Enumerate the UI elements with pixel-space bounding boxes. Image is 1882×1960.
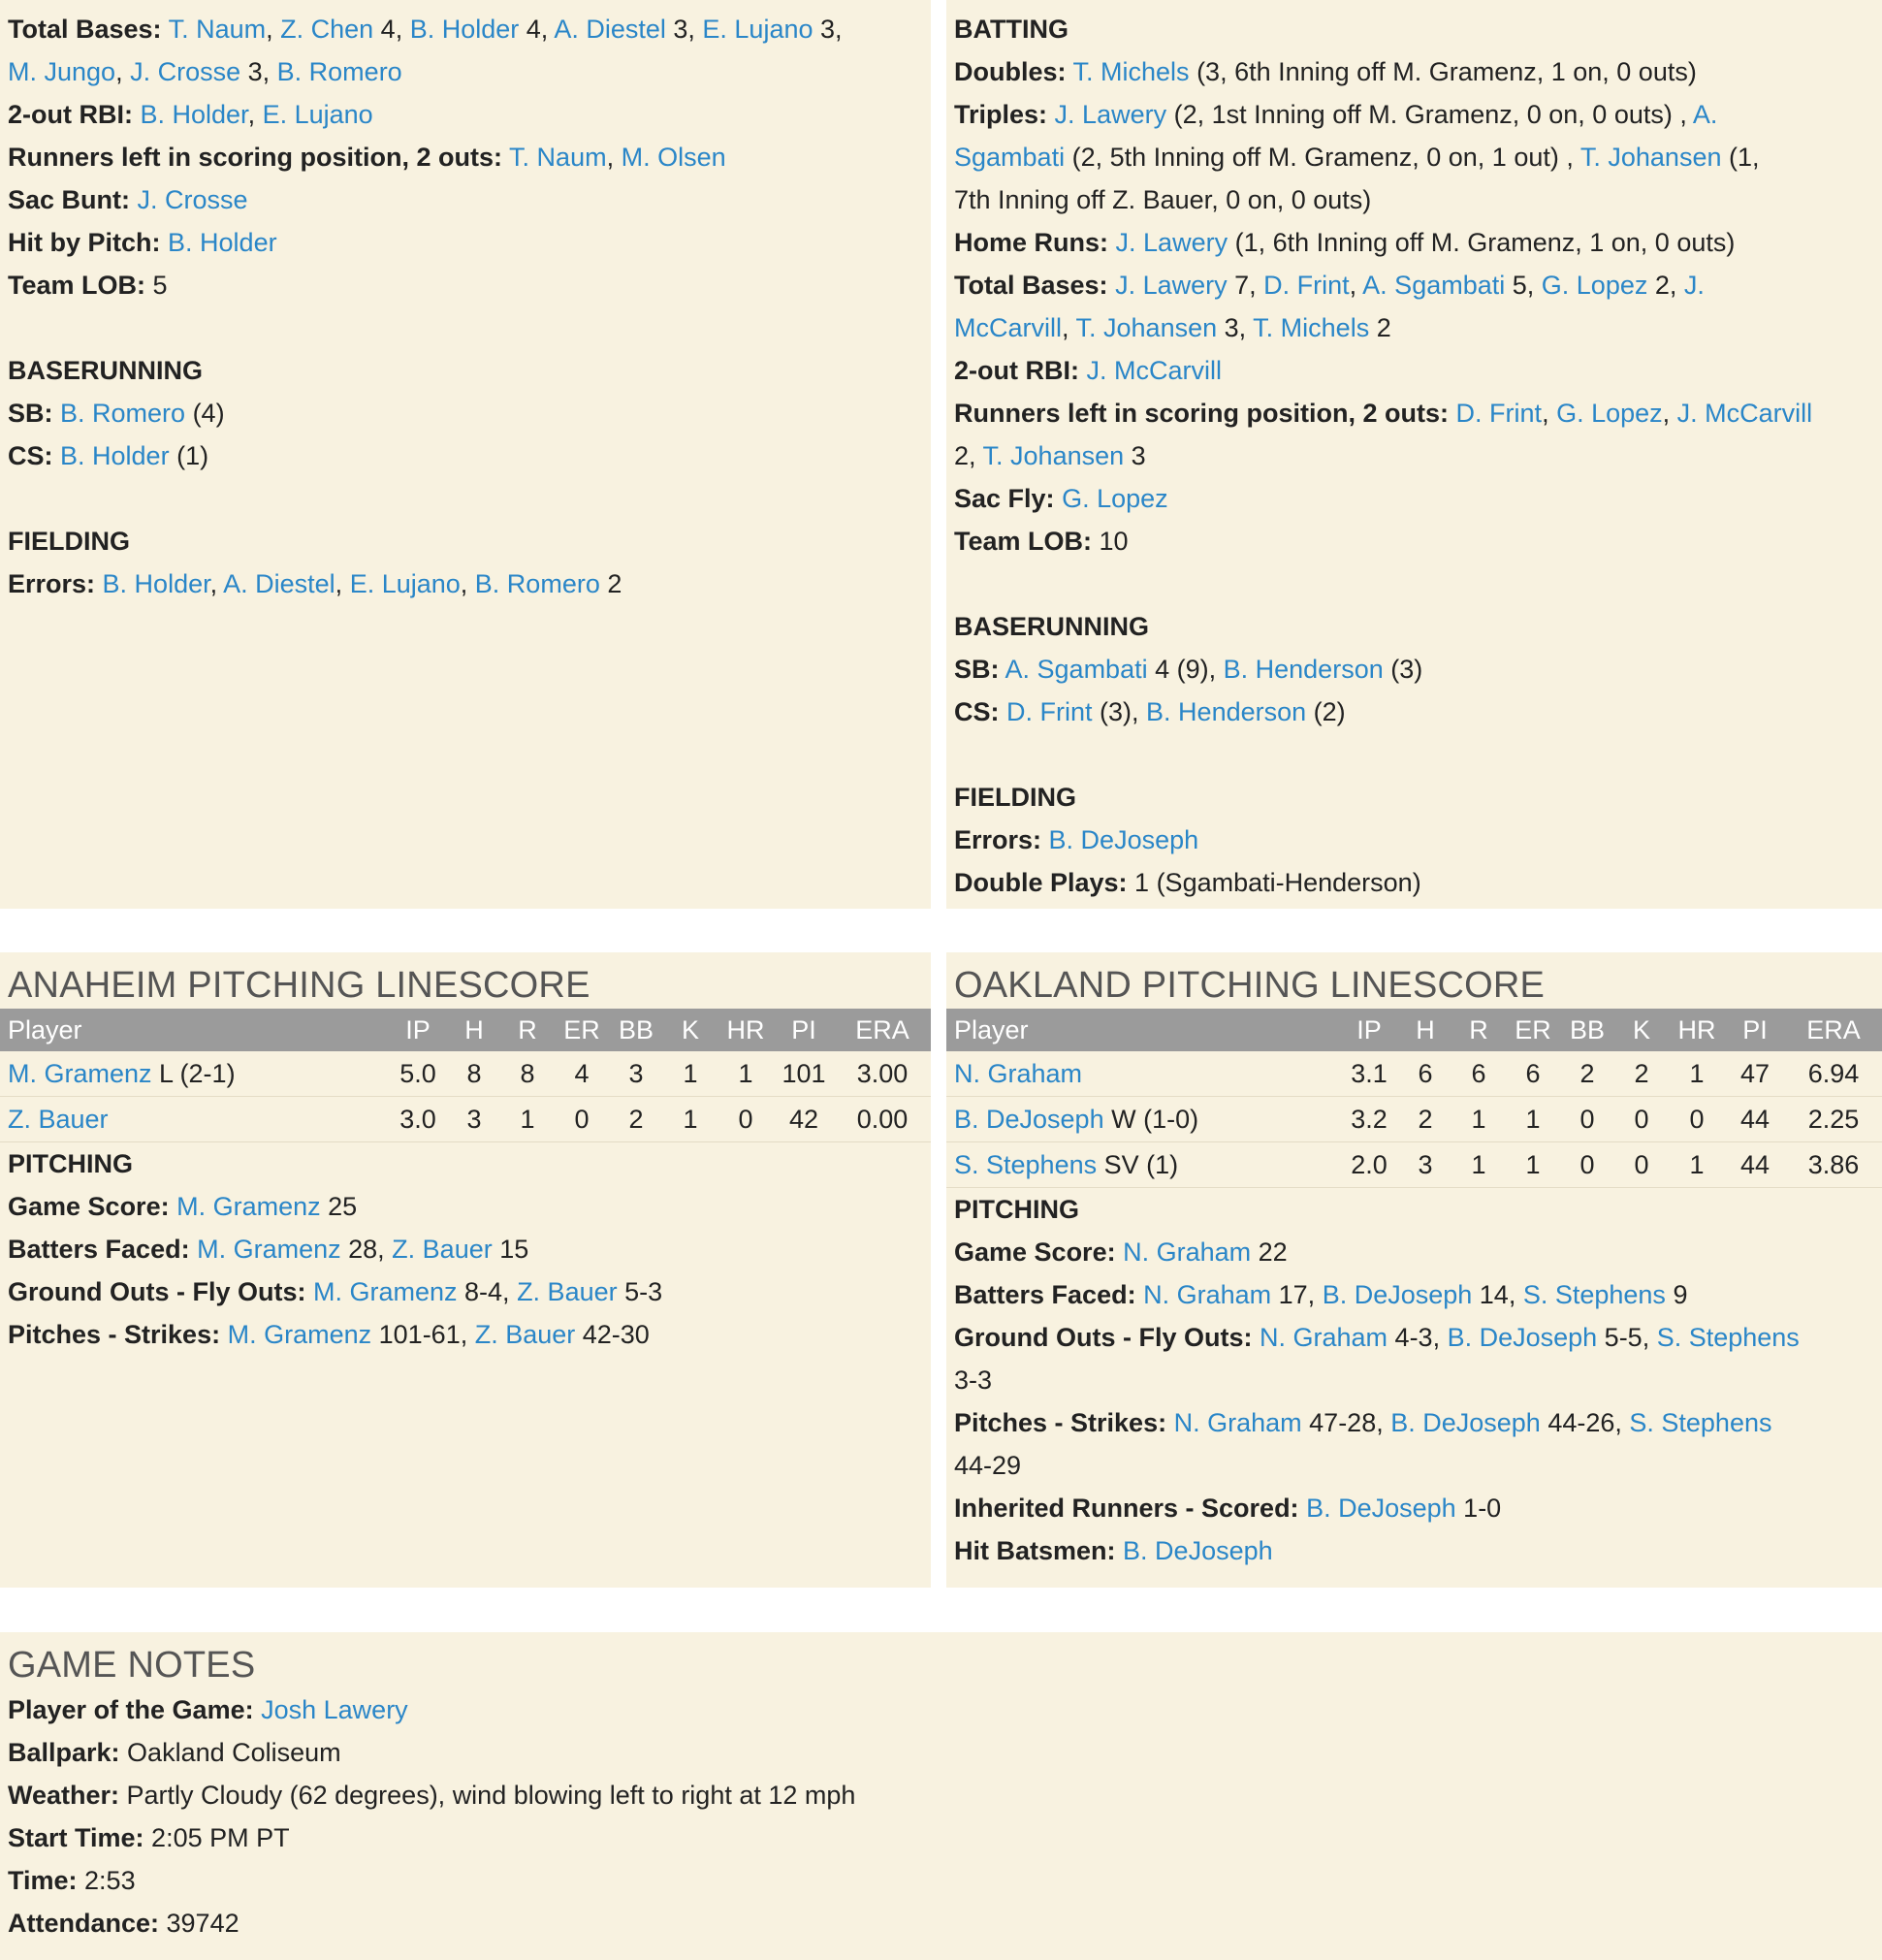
player-link[interactable]: S. Stephens [954,1149,1098,1179]
column-header: BB [1560,1009,1614,1051]
column-header: R [1451,1009,1506,1051]
column-header: H [1399,1009,1451,1051]
stat-cell: 2 [609,1097,663,1142]
stat-cell: 8 [500,1051,555,1097]
player-link[interactable]: J. Crosse [137,185,248,214]
table-row [0,1097,931,1142]
batters-faced-line: Batters Faced: N. Graham 17, B. DeJoseph 14, S. Stephens 9 [954,1280,1688,1309]
player-link[interactable]: B. DeJoseph [1123,1536,1273,1565]
stat-cell: 0 [1614,1097,1669,1142]
player-link[interactable]: A. Sgambati [1362,271,1506,300]
stat-cell: 0 [555,1097,609,1142]
player-link[interactable]: B. Holder [102,569,210,598]
player-link[interactable]: J. Crosse [130,57,241,86]
oakland-batting-panel [946,0,1882,909]
player-link[interactable]: E. Lujano [702,15,813,44]
column-header: HR [718,1009,774,1051]
attendance-line: Attendance: 39742 [8,1909,239,1938]
player-link[interactable]: M. Gramenz [227,1320,372,1349]
stat-cell: 0 [718,1097,774,1142]
risp-line-cont: 2, T. Johansen 3 [954,441,1146,470]
pitching-linescore-table [0,1009,931,1142]
player-link[interactable]: D. Frint [1455,399,1543,428]
risp-line: Runners left in scoring position, 2 outs: D. Frint, G. Lopez, J. McCarvill [954,399,1813,428]
table-header [0,1009,931,1051]
player-link[interactable]: Z. Chen [280,15,374,44]
stat-cell: 2 [1399,1097,1451,1142]
hit-batsmen-line: Hit Batsmen: B. DeJoseph [954,1536,1273,1565]
player-link[interactable]: B. Holder [60,441,170,470]
player-link[interactable]: M. Gramenz [176,1192,321,1221]
stat-cell: 6 [1399,1051,1451,1097]
game-score-line: Game Score: N. Graham 22 [954,1237,1288,1267]
stat-cell: 6 [1506,1051,1560,1097]
risp-line: Runners left in scoring position, 2 outs: T. Naum, M. Olsen [8,143,726,172]
column-header: IP [388,1009,448,1051]
anaheim-pitching-panel [0,952,931,1588]
game-notes-panel [0,1632,1882,1960]
stat-cell: 3.0 [388,1097,448,1142]
pitching-linescore-table [946,1009,1882,1188]
batting-heading: BATTING [954,15,1069,44]
player-link[interactable]: N. Graham [1123,1237,1252,1267]
fielding-heading: FIELDING [954,783,1076,812]
column-header: HR [1669,1009,1725,1051]
player-link[interactable]: N. Graham [1173,1408,1302,1437]
player-link[interactable]: B. DeJoseph [1390,1408,1541,1437]
go-fo-line-cont: 3-3 [954,1366,993,1395]
stat-cell: 1 [718,1051,774,1097]
player-link[interactable]: M. Gramenz [197,1235,341,1264]
player-link[interactable]: M. Jungo [8,57,116,86]
total-bases-line: Total Bases: J. Lawery 7, D. Frint, A. Sgambati 5, G. Lopez 2, J. [954,271,1705,300]
stat-cell: 1 [1506,1097,1560,1142]
player-link[interactable]: N. Graham [1143,1280,1272,1309]
pitches-strikes-line: Pitches - Strikes: N. Graham 47-28, B. DeJoseph 44-26, S. Stephens [954,1408,1772,1437]
sb-line: SB: A. Sgambati 4 (9), B. Henderson (3) [954,655,1423,684]
stat-cell: 1 [663,1051,718,1097]
player-link[interactable]: B. Holder [168,228,277,257]
stat-cell: 3.86 [1785,1142,1882,1188]
total-bases-line-cont: McCarvill, T. Johansen 3, T. Michels 2 [954,313,1391,342]
player-link[interactable]: T. Naum [168,15,267,44]
player-link[interactable]: Z. Bauer [517,1277,618,1306]
stat-cell: 3 [1399,1142,1451,1188]
player-link[interactable]: M. Olsen [621,143,726,172]
stat-cell: 3 [448,1097,500,1142]
stat-cell: 0 [1560,1142,1614,1188]
player-link[interactable]: A. Sgambati [1005,655,1148,684]
stat-cell: 1 [500,1097,555,1142]
player-link[interactable]: B. DeJoseph [1322,1280,1473,1309]
triples-line-cont: Sgambati (2, 5th Inning off M. Gramenz, 0 on, 1 out) , T. Johansen (1, [954,143,1760,172]
triples-line: Triples: J. Lawery (2, 1st Inning off M. Gramenz, 0 on, 0 outs) , A. [954,100,1718,129]
team-lob-line: Team LOB: 5 [8,271,168,300]
column-header: Player [946,1009,1339,1051]
stat-cell: 2 [1560,1051,1614,1097]
cs-line: CS: D. Frint (3), B. Henderson (2) [954,697,1346,726]
stat-cell: 101 [774,1051,834,1097]
player-link[interactable]: N. Graham [1260,1323,1388,1352]
player-link[interactable]: B. DeJoseph [1306,1494,1456,1523]
panel-title: ANAHEIM PITCHING LINESCORE [8,965,590,1006]
player-link[interactable]: J. Lawery [1054,100,1167,129]
game-time-line: Time: 2:53 [8,1866,136,1895]
stat-cell: 42 [774,1097,834,1142]
player-link[interactable]: S. Stephens [1629,1408,1772,1437]
player-link[interactable]: G. Lopez [1541,271,1648,300]
stat-cell: 1 [1451,1142,1506,1188]
table-row [946,1051,1882,1097]
stat-cell: 3.1 [1339,1051,1399,1097]
ballpark-line: Ballpark: Oakland Coliseum [8,1738,341,1767]
oakland-pitching-panel [946,952,1882,1588]
column-header: K [1614,1009,1669,1051]
stat-cell: 44 [1725,1097,1785,1142]
player-link[interactable]: A. Diestel [554,15,666,44]
inherited-runners-line: Inherited Runners - Scored: B. DeJoseph 1-0 [954,1494,1502,1523]
stat-cell: 3.2 [1339,1097,1399,1142]
player-link[interactable]: E. Lujano [262,100,373,129]
player-link[interactable]: M. Gramenz [313,1277,458,1306]
stat-cell: 47 [1725,1051,1785,1097]
table-header [946,1009,1882,1051]
stat-cell: 2.0 [1339,1142,1399,1188]
errors-line: Errors: B. Holder, A. Diestel, E. Lujano, B. Romero 2 [8,569,622,598]
player-link[interactable]: N. Graham [954,1058,1083,1088]
player-link[interactable]: S. Stephens [1522,1280,1666,1309]
player-link[interactable]: E. Lujano [349,569,461,598]
column-header: BB [609,1009,663,1051]
table-row: S. Stephens SV (1) 2.0 3 1 1 0 0 1 44 3.86 [946,1142,1882,1188]
player-link[interactable]: B. Henderson [1223,655,1384,684]
column-header: K [663,1009,718,1051]
column-header: R [500,1009,555,1051]
baserunning-heading: BASERUNNING [954,612,1150,641]
stat-cell: 0.00 [834,1097,931,1142]
column-header: ER [1506,1009,1560,1051]
two-out-rbi-line: 2-out RBI: J. McCarvill [954,356,1222,385]
weather-line: Weather: Partly Cloudy (62 degrees), wind blowing left to right at 12 mph [8,1781,856,1810]
column-header: IP [1339,1009,1399,1051]
player-link[interactable]: B. DeJoseph [1447,1323,1598,1352]
player-link[interactable]: A. Diestel [223,569,335,598]
table-row: M. Gramenz L (2-1) 5.0 8 8 4 3 1 1 101 3.00 [0,1051,931,1097]
player-link[interactable]: J. McCarvill [1676,399,1813,428]
player-link[interactable]: T. Johansen [1579,143,1722,172]
player-link[interactable]: B. Holder [409,15,520,44]
home-runs-line: Home Runs: J. Lawery (1, 6th Inning off M. Gramenz, 1 on, 0 outs) [954,228,1736,257]
go-fo-line: Ground Outs - Fly Outs: N. Graham 4-3, B. DeJoseph 5-5, S. Stephens [954,1323,1800,1352]
stat-cell: 5.0 [388,1051,448,1097]
triples-line-cont2: 7th Inning off Z. Bauer, 0 on, 0 outs) [954,185,1372,214]
player-link[interactable]: B. DeJoseph [1048,825,1199,854]
stat-cell: 8 [448,1051,500,1097]
stat-cell: 3.00 [834,1051,931,1097]
errors-line: Errors: B. DeJoseph [954,825,1199,854]
stat-cell: 6 [1451,1051,1506,1097]
column-header: H [448,1009,500,1051]
stat-cell: 1 [1669,1142,1725,1188]
game-score-line: Game Score: M. Gramenz 25 [8,1192,358,1221]
stat-cell: 4 [555,1051,609,1097]
player-link[interactable]: S. Stephens [1656,1323,1800,1352]
player-link[interactable]: T. Michels [1072,57,1190,86]
stat-cell: 0 [1560,1097,1614,1142]
player-link[interactable]: G. Lopez [1556,399,1663,428]
player-link[interactable]: B. Holder [140,100,248,129]
stat-cell: 1 [663,1097,718,1142]
player-link[interactable]: J. McCarvill [1086,356,1222,385]
player-link[interactable]: J. Lawery [1115,228,1228,257]
total-bases-line: Total Bases: T. Naum, Z. Chen 4, B. Holder 4, A. Diestel 3, E. Lujano 3, [8,15,843,44]
stat-cell: 0 [1669,1097,1725,1142]
player-link[interactable]: B. Romero [60,399,186,428]
column-header: PI [774,1009,834,1051]
pitching-heading: PITCHING [8,1149,134,1178]
player-link[interactable]: B. DeJoseph [954,1104,1104,1134]
batters-faced-line: Batters Faced: M. Gramenz 28, Z. Bauer 15 [8,1235,529,1264]
total-bases-line-cont: M. Jungo, J. Crosse 3, B. Romero [8,57,402,86]
stat-cell: 3 [609,1051,663,1097]
stat-cell: 1 [1506,1142,1560,1188]
player-link[interactable]: J. Lawery [1115,271,1228,300]
cs-line: CS: B. Holder (1) [8,441,209,470]
pitching-heading: PITCHING [954,1195,1080,1224]
player-link[interactable]: T. Johansen [982,441,1125,470]
stat-cell: 1 [1451,1097,1506,1142]
sac-fly-line: Sac Fly: G. Lopez [954,484,1168,513]
player-link[interactable]: M. Gramenz [8,1058,152,1088]
player-link[interactable]: D. Frint [1006,697,1093,726]
go-fo-line: Ground Outs - Fly Outs: M. Gramenz 8-4, Z. Bauer 5-3 [8,1277,663,1306]
pitches-strikes-line: Pitches - Strikes: M. Gramenz 101-61, Z. Bauer 42-30 [8,1320,650,1349]
player-link[interactable]: B. Henderson [1146,697,1307,726]
player-link[interactable]: T. Michels [1253,313,1370,342]
double-plays-line: Double Plays: 1 (Sgambati-Henderson) [954,868,1421,897]
two-out-rbi-line: 2-out RBI: B. Holder, E. Lujano [8,100,373,129]
anaheim-batting-panel [0,0,931,909]
player-link[interactable]: D. Frint [1263,271,1350,300]
start-time-line: Start Time: 2:05 PM PT [8,1823,290,1852]
column-header: ERA [834,1009,931,1051]
player-link[interactable]: G. Lopez [1062,484,1168,513]
pitches-strikes-line-cont: 44-29 [954,1451,1022,1480]
player-link[interactable]: T. Johansen [1075,313,1218,342]
player-link[interactable]: Josh Lawery [261,1695,408,1724]
panel-title: OAKLAND PITCHING LINESCORE [954,965,1546,1006]
team-lob-line: Team LOB: 10 [954,527,1129,556]
table-row: B. DeJoseph W (1-0) 3.2 2 1 1 0 0 0 44 2.25 [946,1097,1882,1142]
column-header: PI [1725,1009,1785,1051]
player-of-game-line: Player of the Game: Josh Lawery [8,1695,408,1724]
fielding-heading: FIELDING [8,527,130,556]
column-header: ERA [1785,1009,1882,1051]
stat-cell: 0 [1614,1142,1669,1188]
player-link[interactable]: T. Naum [509,143,607,172]
column-header: Player [0,1009,388,1051]
player-link[interactable]: A. [1692,100,1718,129]
player-link[interactable]: J. [1683,271,1705,300]
panel-title: GAME NOTES [8,1645,256,1686]
stat-cell: 2 [1614,1051,1669,1097]
hbp-line: Hit by Pitch: B. Holder [8,228,277,257]
player-link[interactable]: McCarvill [954,313,1062,342]
player-link[interactable]: Z. Bauer [392,1235,493,1264]
player-link[interactable]: Z. Bauer [474,1320,576,1349]
player-link[interactable]: Sgambati [954,143,1066,172]
player-link[interactable]: B. Romero [474,569,600,598]
doubles-line: Doubles: T. Michels (3, 6th Inning off M. Gramenz, 1 on, 0 outs) [954,57,1697,86]
player-link[interactable]: Z. Bauer [8,1104,109,1134]
baserunning-heading: BASERUNNING [8,356,204,385]
player-link[interactable]: B. Romero [276,57,402,86]
column-header: ER [555,1009,609,1051]
sb-line: SB: B. Romero (4) [8,399,225,428]
stat-cell: 2.25 [1785,1097,1882,1142]
stat-cell: 6.94 [1785,1051,1882,1097]
stat-cell: 44 [1725,1142,1785,1188]
stat-cell: 1 [1669,1051,1725,1097]
sac-bunt-line: Sac Bunt: J. Crosse [8,185,248,214]
